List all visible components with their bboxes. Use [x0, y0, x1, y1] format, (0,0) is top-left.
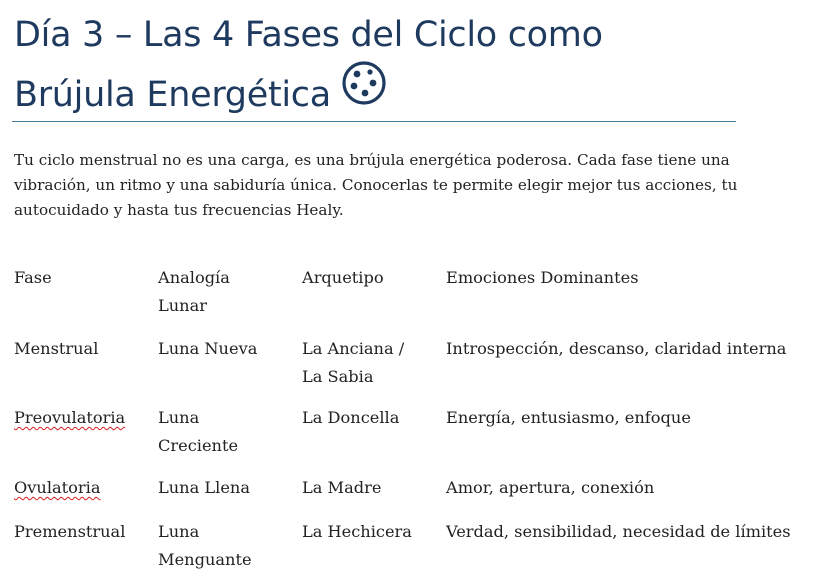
table-cell-emociones: Introspección, descanso, claridad interna [446, 339, 787, 358]
table-cell-analogia: Luna Menguante [158, 522, 252, 569]
table-header-analogia: Analogía Lunar [158, 268, 230, 315]
title-divider [12, 121, 736, 122]
table-cell-fase: Menstrual [14, 339, 99, 358]
table-cell-analogia: Luna Llena [158, 478, 250, 497]
table-cell-analogia: Luna Creciente [158, 408, 239, 455]
table-cell-emociones: Verdad, sensibilidad, necesidad de límites [446, 522, 791, 541]
title-line-1: Día 3 – Las 4 Fases del Ciclo como [14, 15, 603, 55]
table-cell-emociones: Energía, entusiasmo, enfoque [446, 408, 691, 427]
spellcheck-word: Preovulatoria [14, 408, 126, 427]
table-cell-emociones: Amor, apertura, conexión [446, 478, 655, 497]
table-cell-fase [14, 404, 154, 432]
table-header-fase: Fase [14, 268, 52, 287]
table-header-arquetipo: Arquetipo [302, 268, 384, 287]
table-cell-fase: Premenstrual [14, 522, 126, 541]
cookie-icon [341, 60, 387, 124]
table-cell-arquetipo: La Anciana / La Sabia [302, 339, 405, 386]
intro-paragraph: Tu ciclo menstrual no es una carga, es una brújula energética poderosa. Cada fase tiene una vibración, un ritmo y una sabiduría única. Conocerlas te permite elegir mejor tus acciones, tu autocuidado y hasta tus frecuencias Healy. [14, 151, 738, 219]
spellcheck-word: Ovulatoria [14, 478, 101, 497]
table-cell-fase [14, 474, 154, 502]
title-line-2: Brújula Energética [14, 75, 331, 115]
table-cell-arquetipo: La Doncella [302, 408, 400, 427]
table-header-emociones: Emociones Dominantes [446, 268, 639, 287]
table-cell-analogia: Luna Nueva [158, 339, 258, 358]
page-title [14, 6, 734, 128]
table-cell-arquetipo: La Madre [302, 478, 382, 497]
table-cell-arquetipo: La Hechicera [302, 522, 412, 541]
